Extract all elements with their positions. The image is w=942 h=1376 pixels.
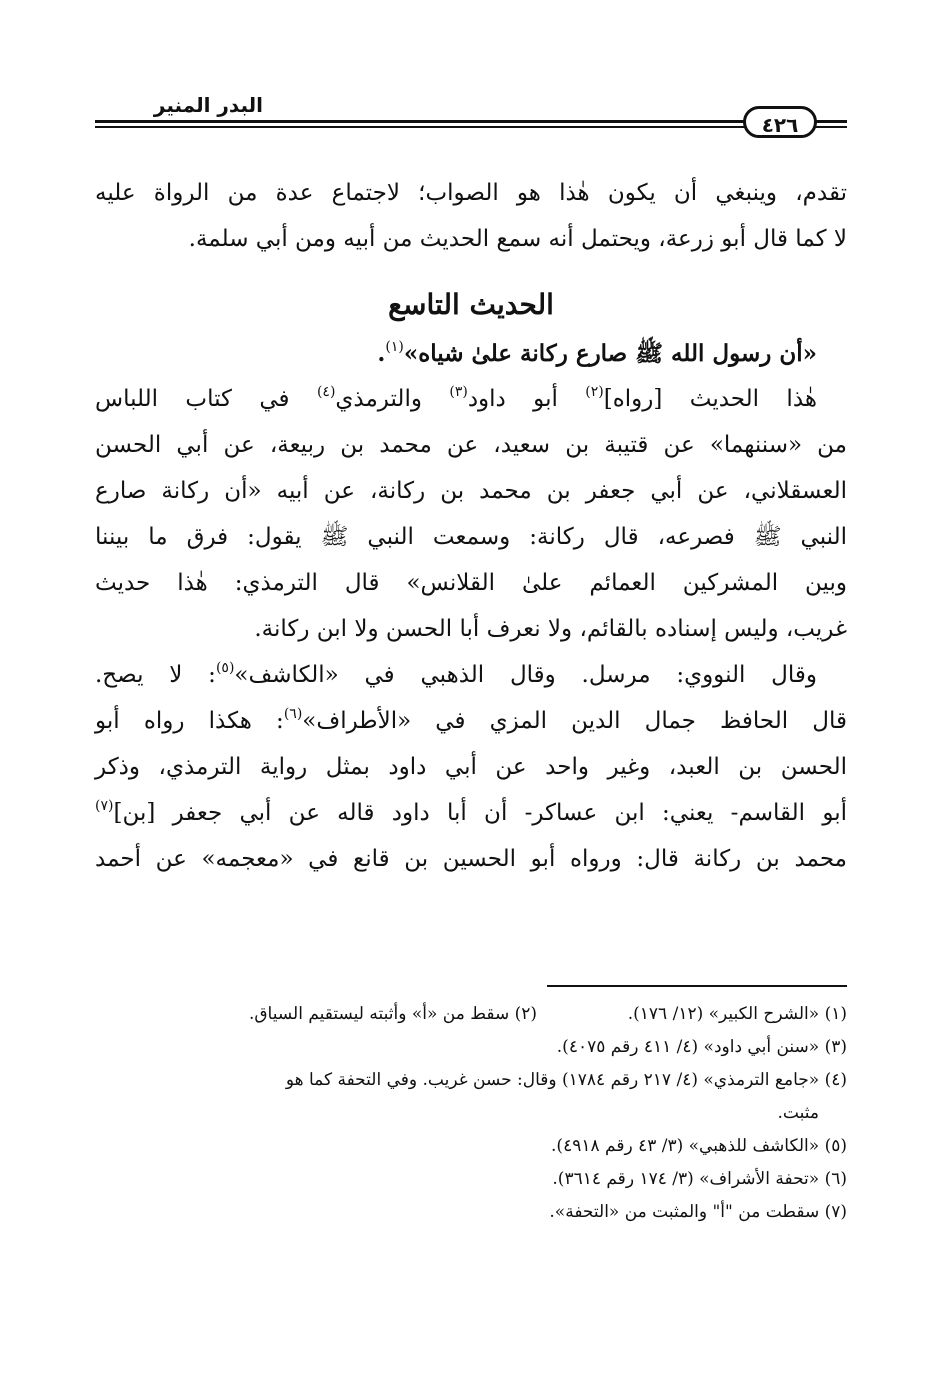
text-line <box>95 790 847 836</box>
intro-paragraph <box>95 170 847 262</box>
footnote-4-continuation: مثبت. <box>777 1103 819 1123</box>
header-rule <box>95 120 847 123</box>
text-run: في كتاب اللباس <box>95 386 317 412</box>
text-run: أبو داود <box>467 386 586 412</box>
text-line: غريب، وليس إسناده بالقائم، ولا نعرف أبا الحسن ولا ابن ركانة. <box>254 616 847 642</box>
footnote-ref: (٧) <box>95 798 114 814</box>
footnote-2: (٢) سقط من «أ» وأثبته ليستقيم السياق. <box>248 1004 537 1024</box>
footnote-separator <box>547 985 847 987</box>
footnote-ref: (٤) <box>316 384 336 400</box>
text-line <box>95 652 847 698</box>
text-line: الحسن بن العبد، وغير واحد عن أبي داود بمثل رواية الترمذي، وذكر <box>95 754 847 780</box>
running-title: البدر المنير <box>140 92 277 118</box>
hadith-body: «أن رسول الله ﷺ صارع ركانة علىٰ شياه» <box>403 340 817 367</box>
text-line <box>95 376 847 422</box>
text-run: أبو القاسم- يعني: ابن عساكر- أن أبا داود قاله عن أبي جعفر [بن] <box>113 800 847 826</box>
footnotes <box>95 998 847 1229</box>
main-text <box>95 170 847 882</box>
hadith-end: . <box>377 340 386 367</box>
page-number: ٤٢٦ <box>743 106 817 138</box>
footnote-4: (٤) «جامع الترمذي» (٤/ ٢١٧ رقم ١٧٨٤) وقال: حسن غريب. وفي التحفة كما هو <box>285 1070 847 1090</box>
text-run: قال الحافظ جمال الدين المزي في «الأطراف» <box>302 708 847 734</box>
text-line: لا كما قال أبو زرعة، ويحتمل أنه سمع الحديث من أبيه ومن أبي سلمة. <box>188 226 847 252</box>
footnote-5: (٥) «الكاشف للذهبي» (٣/ ٤٣ رقم ٤٩١٨). <box>551 1136 847 1156</box>
text-run: : لا يصح. <box>95 662 216 688</box>
text-run: وقال النووي: مرسل. وقال الذهبي في «الكاشف» <box>234 662 817 688</box>
footnote-ref: (٣) <box>449 384 468 400</box>
footnote-1: (١) «الشرح الكبير» (١٢/ ١٧٦). <box>627 1004 847 1024</box>
footnote-6: (٦) «تحفة الأشراف» (٣/ ١٧٤ رقم ٣٦١٤). <box>552 1169 847 1189</box>
footnote-ref: (٢) <box>585 384 604 400</box>
text-line: من «سننهما» عن قتيبة بن سعيد، عن محمد بن ربيعة، عن أبي الحسن <box>95 432 847 458</box>
hadith-text <box>95 332 847 376</box>
text-line: وبين المشركين العمائم علىٰ القلانس» قال الترمذي: هٰذا حديث <box>95 570 847 596</box>
footnote-ref: (٦) <box>283 706 303 722</box>
footnote-7: (٧) سقطت من "أ" والمثبت من «التحفة». <box>549 1202 847 1222</box>
footnote-3: (٣) «سنن أبي داود» (٤/ ٤١١ رقم ٤٠٧٥). <box>556 1037 847 1057</box>
text-line: النبي ﷺ فصرعه، قال ركانة: وسمعت النبي ﷺ يقول: فرق ما بيننا <box>95 524 847 550</box>
page-header <box>95 92 847 142</box>
text-run: والترمذي <box>335 386 450 412</box>
footnote-row <box>95 998 847 1031</box>
footnote-ref: (١) <box>385 339 404 355</box>
text-line: تقدم، وينبغي أن يكون هٰذا هو الصواب؛ لاجتماع عدة من الرواة عليه <box>95 180 847 206</box>
text-line: العسقلاني، عن أبي جعفر بن محمد بن ركانة، عن أبيه «أن ركانة صارع <box>95 478 847 504</box>
paragraph-takhrij <box>95 376 847 652</box>
footnote-ref: (٥) <box>215 660 235 676</box>
text-run: : هكذا رواه أبو <box>95 708 284 734</box>
text-line <box>95 698 847 744</box>
text-line: محمد بن ركانة قال: ورواه أبو الحسين بن قانع في «معجمه» عن أحمد <box>95 846 847 872</box>
text-run: هٰذا الحديث [رواه] <box>603 386 818 412</box>
paragraph-grading <box>95 652 847 882</box>
header-rule-thin <box>95 126 847 128</box>
section-heading: الحديث التاسع <box>388 288 554 321</box>
